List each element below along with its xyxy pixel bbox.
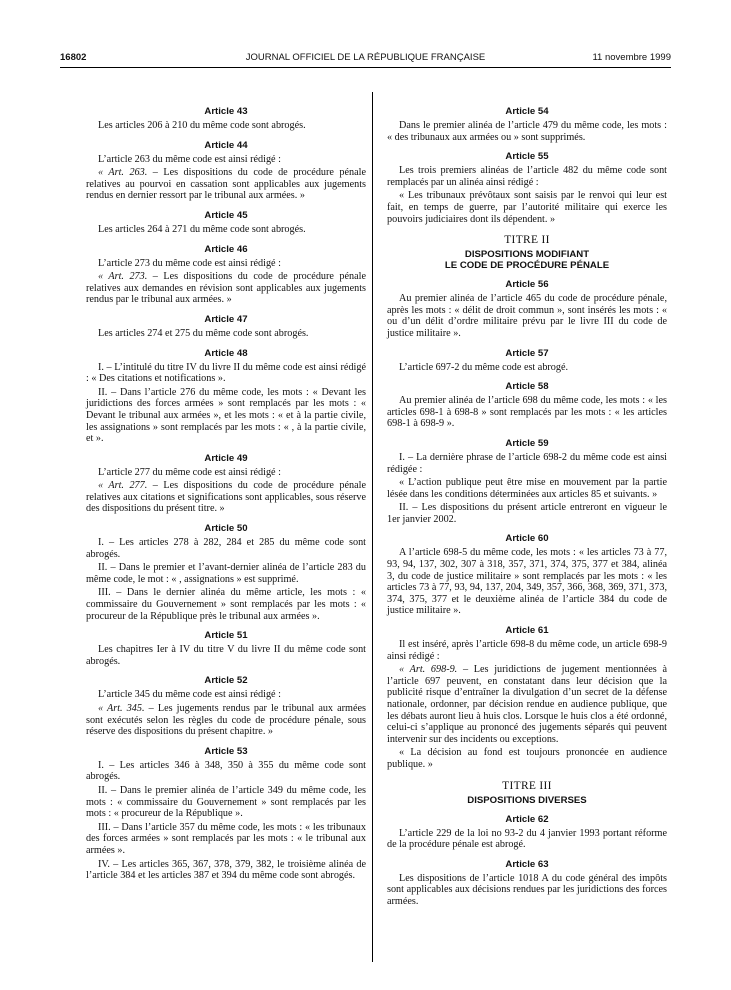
article-paragraph <box>387 547 667 617</box>
article-paragraph <box>86 785 366 820</box>
article-text: « Les tribunaux prévôtaux sont saisis par le renvoi qui leur est fait, en temps de guerre, par l’autorité militaire qui exerce les pouvoirs judiciaires dont ils dépendent. » <box>387 190 667 225</box>
article-paragraph <box>387 747 667 770</box>
article-paragraph <box>86 328 366 340</box>
article-paragraph <box>86 167 366 202</box>
article-text: Les trois premiers alinéas de l’article 482 du même code sont remplacés par un alinéa ainsi rédigé : <box>387 165 667 188</box>
article-heading: Article 58 <box>505 381 549 393</box>
article-text: II. – Dans l’article 276 du même code, les mots : « Devant les juridictions des forces armées » sont remplacés par les mots : « Devant le tribunal aux armées », et les mots : « et à la partie civile, les assignations » sont remplacés par les mots : « , à la partie civile, et ». <box>86 386 366 445</box>
article-paragraph <box>86 587 366 622</box>
article-paragraph <box>86 224 366 236</box>
article-paragraph <box>387 165 667 188</box>
article-heading: Article 47 <box>204 313 248 325</box>
article-heading: Article 54 <box>505 106 549 117</box>
article-paragraph <box>86 859 366 882</box>
article-paragraph <box>387 293 667 339</box>
article-heading: Article 45 <box>204 209 248 221</box>
article-text: – Les jugements rendus par le tribunal aux armées sont exécutés selon les règles du code de procédure pénale, sous réserve des dispositions du présent chapitre. » <box>86 703 366 738</box>
article-paragraph <box>387 664 667 745</box>
article-text: – Les dispositions du code de procédure pénale relatives au pourvoi en cassation sont applicables aux jugements rendus en dernier ressort par le tribunal aux armées. » <box>86 167 366 202</box>
article-heading: Article 59 <box>505 437 549 449</box>
article-quote-lead: « Art. 698-9. <box>399 664 458 676</box>
article-heading: Article 44 <box>204 139 248 151</box>
article-quote-lead: « Art. 263. <box>98 167 148 179</box>
article-heading: Article 57 <box>505 347 549 359</box>
article-text: A l’article 698-5 du même code, les mots : « les articles 73 à 77, 93, 94, 137, 302, 307 à 318, 357, 371, 374, 375, 377 et 384, alinéa 3, du code de justice militaire » sont remplacés par les mots : « les articles 73 à 77, 93, 94, 137, 204, 349, 357, 366, 368, 369, 371, 373, 374, 375, 377 et le deuxième alinéa de l’article 384 du code de justice militaire ». <box>387 547 667 617</box>
article-paragraph <box>86 562 366 585</box>
article-paragraph <box>387 120 667 143</box>
article-heading: Article 56 <box>505 279 549 291</box>
article-text: Les articles 206 à 210 du même code sont abrogés. <box>98 120 306 131</box>
article-heading: Article 46 <box>204 243 248 255</box>
article-quote-lead: « Art. 345. <box>98 703 145 714</box>
article-paragraph <box>387 639 667 662</box>
article-text: « La décision au fond est toujours prononcée en audience publique. » <box>387 747 667 770</box>
page-header <box>60 52 671 66</box>
article-text: L’article 345 du même code est ainsi rédigé : <box>98 689 281 701</box>
article-text: Au premier alinéa de l’article 698 du même code, les mots : « les articles 698-1 à 698-8 » sont remplacés par les mots : « les articles 698-1 à 698-9 ». <box>387 395 667 430</box>
article-paragraph <box>86 689 366 701</box>
article-heading: Article 49 <box>204 452 248 464</box>
article-text: Les articles 264 à 271 du même code sont abrogés. <box>98 223 306 235</box>
article-text: « L’action publique peut être mise en mouvement par la partie lésée dans les conditions déterminées aux articles 85 et suivants. » <box>387 477 667 500</box>
article-text: L’article 229 de la loi no 93-2 du 4 janvier 1993 portant réforme de la procédure pénale est abrogé. <box>387 827 667 851</box>
article-text: I. – Les articles 278 à 282, 284 et 285 du même code sont abrogés. <box>86 537 366 560</box>
article-text: Les chapitres Ier à IV du titre V du livre II du même code sont abrogés. <box>86 644 366 667</box>
article-heading: Article 53 <box>204 745 248 757</box>
article-text: Dans le premier alinéa de l’article 479 du même code, les mots : « des tribunaux aux armées ou » sont supprimés. <box>387 120 667 143</box>
article-text: L’article 277 du même code est ainsi rédigé : <box>98 466 281 478</box>
article-paragraph <box>387 502 667 525</box>
article-paragraph <box>86 271 366 306</box>
article-quote-lead: « Art. 277. <box>98 480 148 492</box>
article-text: L’article 263 du même code est ainsi rédigé : <box>98 153 281 165</box>
article-text: II. – Dans le premier alinéa de l’article 349 du même code, les mots : « commissaire du Gouvernement » sont remplacés par les mots : « procureur de la République ». <box>86 784 366 820</box>
article-paragraph <box>387 395 667 430</box>
article-paragraph <box>387 190 667 225</box>
article-text: III. – Dans le dernier alinéa du même article, les mots : « commissaire du Gouvernement » sont remplacés par les mots : « procureur de la République près le tribunal aux armées ». <box>86 587 366 622</box>
article-paragraph <box>387 362 667 374</box>
article-text: Les articles 274 et 275 du même code sont abrogés. <box>98 327 309 339</box>
article-paragraph <box>86 154 366 166</box>
article-text: Il est inséré, après l’article 698-8 du même code, un article 698-9 ainsi rédigé : <box>387 639 667 662</box>
article-paragraph <box>86 537 366 560</box>
article-text: – Les dispositions du code de procédure pénale relatives aux citations et significations sont applicables, sous réserve des dispositions du présent titre. » <box>86 480 366 515</box>
article-paragraph <box>86 822 366 857</box>
article-heading: Article 55 <box>505 151 549 163</box>
article-paragraph <box>86 760 366 783</box>
titre-subheading: LE CODE DE PROCÉDURE PÉNALE <box>444 260 610 272</box>
article-paragraph <box>387 873 667 908</box>
titre-heading: TITRE II <box>504 234 550 247</box>
article-paragraph <box>86 258 366 270</box>
article-paragraph <box>86 480 366 515</box>
article-text: II. – Dans le premier et l’avant-dernier alinéa de l’article 283 du même code, le mot : « , assignations » est supprimé. <box>86 562 366 585</box>
page-number: 16802 <box>60 52 87 63</box>
article-text: IV. – Les articles 365, 367, 378, 379, 382, le troisième alinéa de l’article 384 et les articles 387 et 394 du même code sont abrogés. <box>86 858 366 882</box>
article-heading: Article 50 <box>204 523 248 535</box>
article-text: Les dispositions de l’article 1018 A du code général des impôts sont applicables aux décisions rendues par les juridictions des forces armées. <box>387 872 667 907</box>
article-text: L’article 273 du même code est ainsi rédigé : <box>98 257 281 269</box>
article-heading: Article 62 <box>505 813 549 825</box>
article-text: III. – Dans l’article 357 du même code, les mots : « les tribunaux des forces armées » sont remplacés par les mots : « le tribunal aux armées ». <box>86 821 366 856</box>
article-paragraph <box>86 120 366 132</box>
article-paragraph <box>86 362 366 385</box>
article-paragraph <box>86 703 366 738</box>
article-heading: Article 48 <box>204 347 248 359</box>
article-text: L’article 697-2 du même code est abrogé. <box>399 361 569 373</box>
article-quote-lead: « Art. 273. <box>98 271 148 283</box>
publication-date: 11 novembre 1999 <box>592 52 671 63</box>
article-heading: Article 61 <box>505 625 549 637</box>
article-paragraph <box>387 477 667 500</box>
article-paragraph <box>387 828 667 851</box>
article-heading: Article 51 <box>204 630 248 642</box>
article-text: Au premier alinéa de l’article 465 du code de procédure pénale, après les mots : « délit de droit commun », sont insérés les mots : « ou d’un délit d’ordre militaire prévu par le livre III du code de justice militaire ». <box>387 293 667 339</box>
left-column <box>86 98 366 884</box>
header-rule <box>60 67 671 68</box>
article-heading: Article 52 <box>204 675 248 687</box>
titre-subheading: DISPOSITIONS DIVERSES <box>467 794 587 806</box>
article-heading: Article 43 <box>204 106 248 117</box>
article-text: I. – Les articles 346 à 348, 350 à 355 du même code sont abrogés. <box>86 759 366 783</box>
article-paragraph <box>387 452 667 475</box>
article-paragraph <box>86 467 366 479</box>
article-text: – Les juridictions de jugement mentionnées à l’article 697 peuvent, en constatant dans leur décision que la publicité risque d’entraîner la divulgation d’un secret de la défense nationale, ordonner, par décision rendue en audience publique, que les débats auront lieu à huis clos. Lorsque le huis clos a été ordonné, celui-ci s’applique au prononcé des jugements séparés qui peuvent intervenir sur des incidents ou exceptions. <box>387 664 667 745</box>
journal-title: JOURNAL OFFICIEL DE LA RÉPUBLIQUE FRANÇAISE <box>245 52 486 63</box>
article-paragraph <box>86 644 366 667</box>
article-text: I. – La dernière phrase de l’article 698-2 du même code est ainsi rédigée : <box>387 451 667 475</box>
article-heading: Article 63 <box>505 858 549 870</box>
right-column <box>387 98 667 910</box>
article-text: II. – Les dispositions du présent article entreront en vigueur le 1er janvier 2002. <box>387 502 667 525</box>
article-text: I. – L’intitulé du titre IV du livre II du même code est ainsi rédigé : « Des citations et notifications ». <box>86 361 366 385</box>
article-paragraph <box>86 387 366 445</box>
column-separator <box>372 92 373 962</box>
titre-heading: TITRE III <box>502 779 552 792</box>
article-heading: Article 60 <box>505 533 549 545</box>
article-text: – Les dispositions du code de procédure pénale relatives aux demandes en révision sont applicables aux jugements rendus par le tribunal aux armées. » <box>86 271 366 306</box>
titre-subheading: DISPOSITIONS MODIFIANT <box>464 249 590 261</box>
